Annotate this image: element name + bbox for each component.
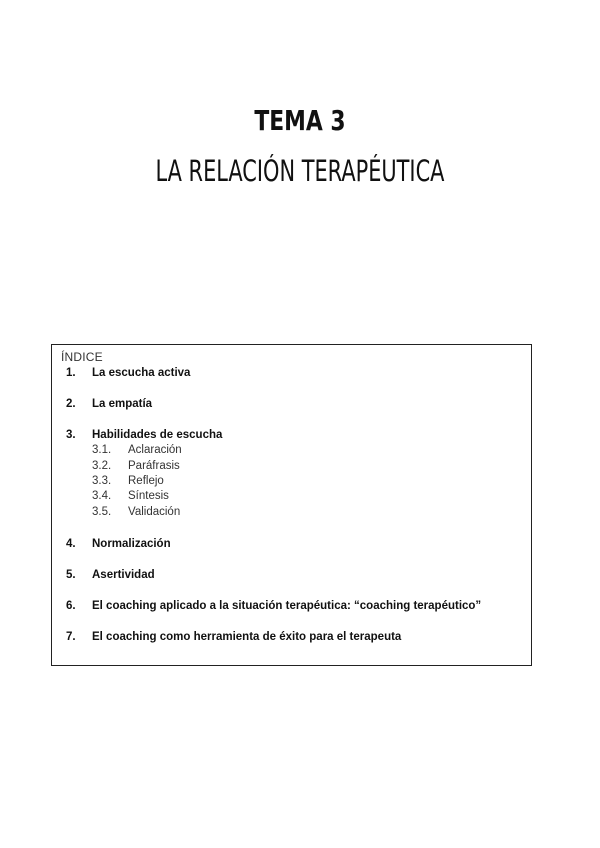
toc-subitem-number: 3.2.: [92, 460, 112, 472]
toc-item-label: Normalización: [92, 538, 171, 550]
toc-item-number: 2.: [66, 398, 76, 410]
toc-item-label: Asertividad: [92, 569, 155, 581]
toc-subitem-label: Aclaración: [128, 444, 182, 456]
toc-heading: ÍNDICE: [61, 350, 103, 364]
toc-item-label: Habilidades de escucha: [92, 429, 223, 441]
toc-item-number: 3.: [66, 429, 76, 441]
table-of-contents: [51, 344, 532, 666]
toc-item-label: El coaching aplicado a la situación terapéutica: “coaching terapéutico”: [92, 600, 482, 612]
toc-item-label: La escucha activa: [92, 367, 191, 379]
toc-item-number: 5.: [66, 569, 76, 581]
toc-subitem-label: Validación: [128, 506, 181, 518]
toc-subitem-number: 3.5.: [92, 506, 112, 518]
toc-item-number: 4.: [66, 538, 76, 550]
document-subtitle: LA RELACIÓN TERAPÉUTICA: [155, 154, 445, 188]
toc-subitem-number: 3.3.: [92, 475, 112, 487]
toc-item-number: 1.: [66, 367, 76, 379]
toc-subitem-label: Síntesis: [128, 490, 169, 502]
toc-subitem-number: 3.4.: [92, 490, 112, 502]
document-title: TEMA 3: [254, 104, 346, 137]
toc-item-number: 7.: [66, 631, 76, 643]
toc-item-number: 6.: [66, 600, 76, 612]
toc-item-label: El coaching como herramienta de éxito para el terapeuta: [92, 631, 402, 643]
toc-subitem-label: Paráfrasis: [128, 460, 180, 472]
toc-subitem-number: 3.1.: [92, 444, 112, 456]
toc-subitem-label: Reflejo: [128, 475, 164, 487]
toc-item-label: La empatía: [92, 398, 153, 410]
